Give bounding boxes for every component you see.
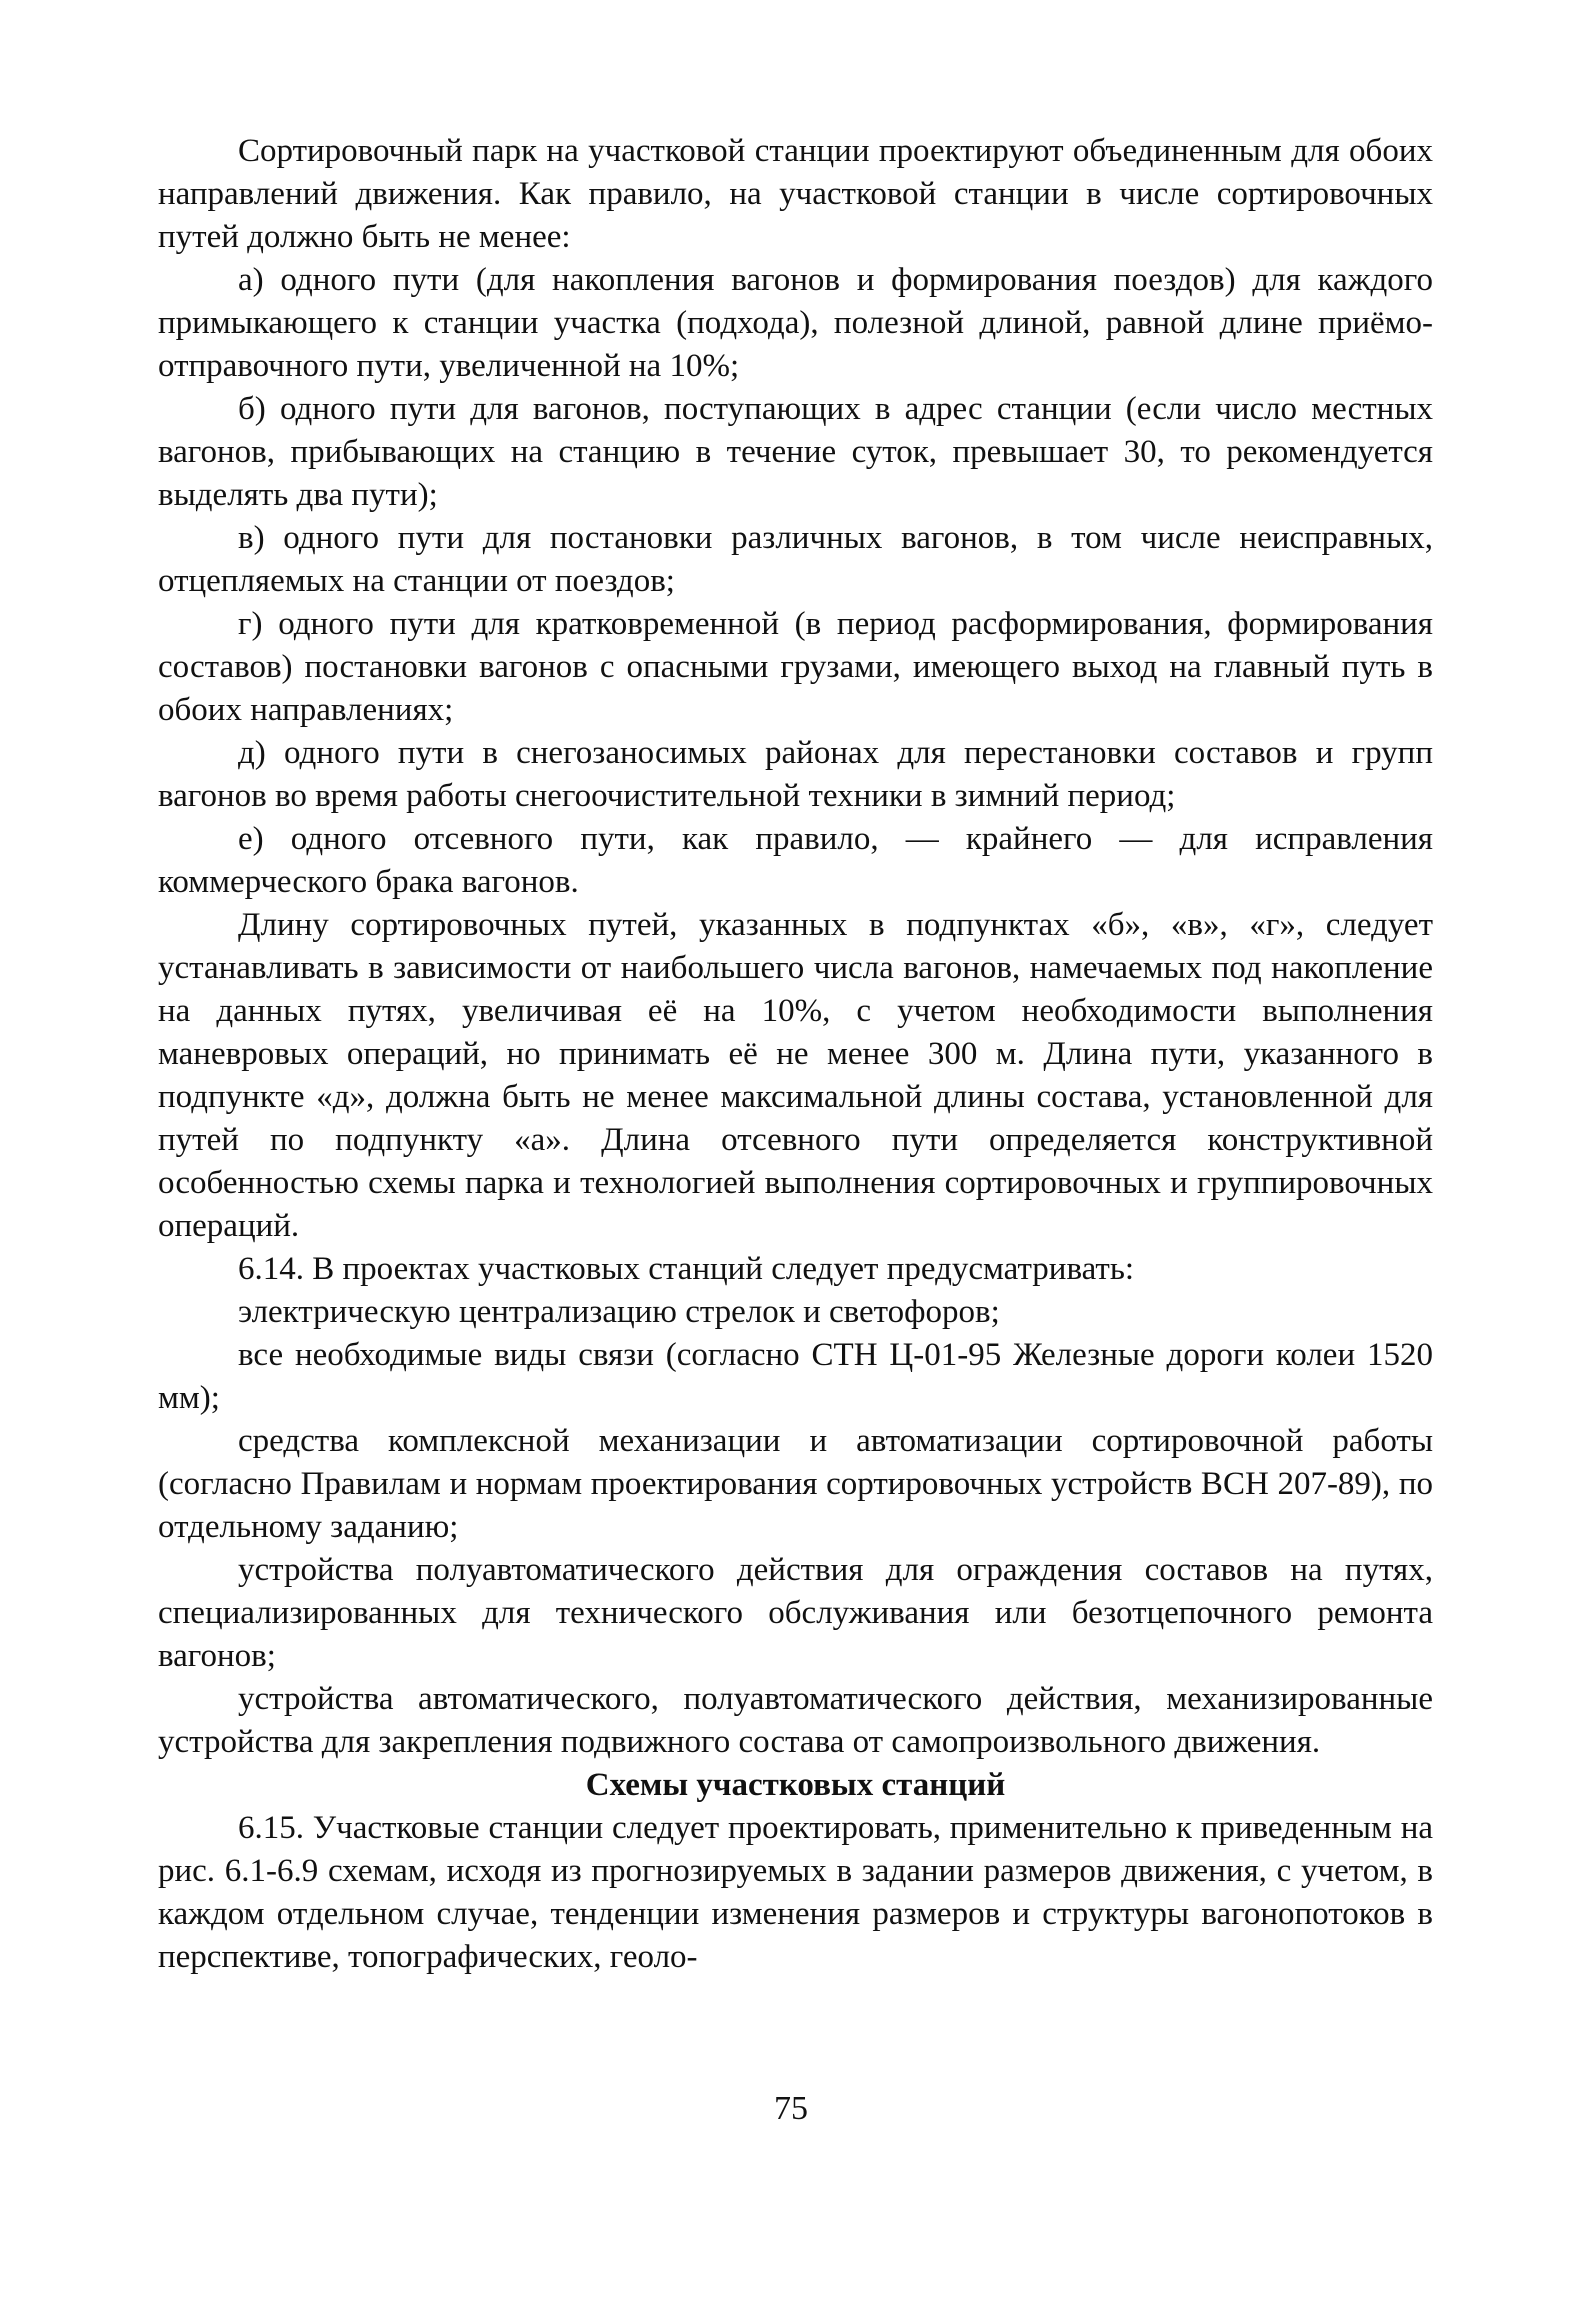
paragraph-track-length: Длину сортировочных путей, указанных в подпунктах «б», «в», «г», следует устанавливать в зависимости от наибольшего числа вагонов, намечаемых под накопление на данных путях, увеличивая её на 10%, с учетом необходимости выполнения маневровых операций, но принимать её не менее 300 м. Длина пути, указанного в подпункте «д», должна быть не менее максимальной длины состава, установленной для путей по подпункту «а». Длина отсевного пути определяется конструктивной особенностью схемы парка и технологией выполнения сортировочных и группировочных операций. <box>158 907 1433 1244</box>
paragraph-securing-devices: устройства автоматического, полуавтоматического действия, механизированные устройства для закрепления подвижного состава от самопроизвольного движения. <box>158 1681 1433 1760</box>
paragraph-item-d: д) одного пути в снегозаносимых районах для перестановки составов и групп вагонов во время работы снегоочистительной техники в зимний период; <box>158 735 1433 814</box>
paragraph-item-v: в) одного пути для постановки различных вагонов, в том числе неисправных, отцепляемых на станции от поездов; <box>158 520 1433 599</box>
paragraph-fencing-devices: устройства полуавтоматического действия для ограждения составов на путях, специализированных для технического обслуживания или безотцепочного ремонта вагонов; <box>158 1552 1433 1674</box>
document-body <box>158 130 1433 1979</box>
paragraph-item-b: б) одного пути для вагонов, поступающих в адрес станции (если число местных вагонов, прибывающих на станцию в течение суток, превышает 30, то рекомендуется выделять два пути); <box>158 391 1433 513</box>
paragraph-intro: Сортировочный парк на участковой станции проектируют объединенным для обоих направлений движения. Как правило, на участковой станции в числе сортировочных путей должно быть не менее: <box>158 133 1433 255</box>
paragraph-6-15: 6.15. Участковые станции следует проектировать, применительно к приведенным на рис. 6.1-6.9 схемам, исходя из прогнозируемых в задании размеров движения, с учетом, в каждом отдельном случае, тенденции изменения размеров и структуры вагонопотоков в перспективе, топографических, геоло- <box>158 1810 1433 1975</box>
section-heading: Схемы участковых станций <box>585 1767 1006 1803</box>
paragraph-item-g: г) одного пути для кратковременной (в период расформирования, формирования составов) постановки вагонов с опасными грузами, имеющего выход на главный путь в обоих направлениях; <box>158 606 1433 728</box>
paragraph-mechanization: средства комплексной механизации и автоматизации сортировочной работы (согласно Правилам и нормам проектирования сортировочных устройств ВСН 207-89), по отдельному заданию; <box>158 1423 1433 1545</box>
page-number: 75 <box>774 2090 808 2127</box>
paragraph-6-14: 6.14. В проектах участковых станций следует предусматривать: <box>238 1251 1135 1287</box>
paragraph-centralization: электрическую централизацию стрелок и светофоров; <box>238 1294 1000 1330</box>
paragraph-communication: все необходимые виды связи (согласно СТН Ц-01-95 Железные дороги колеи 1520 мм); <box>158 1337 1433 1416</box>
paragraph-item-e: е) одного отсевного пути, как правило, — крайнего — для исправления коммерческого брака вагонов. <box>158 821 1433 900</box>
paragraph-item-a: а) одного пути (для накопления вагонов и формирования поездов) для каждого примыкающего к станции участка (подхода), полезной длиной, равной длине приёмо-отправочного пути, увеличенной на 10%; <box>158 262 1433 384</box>
